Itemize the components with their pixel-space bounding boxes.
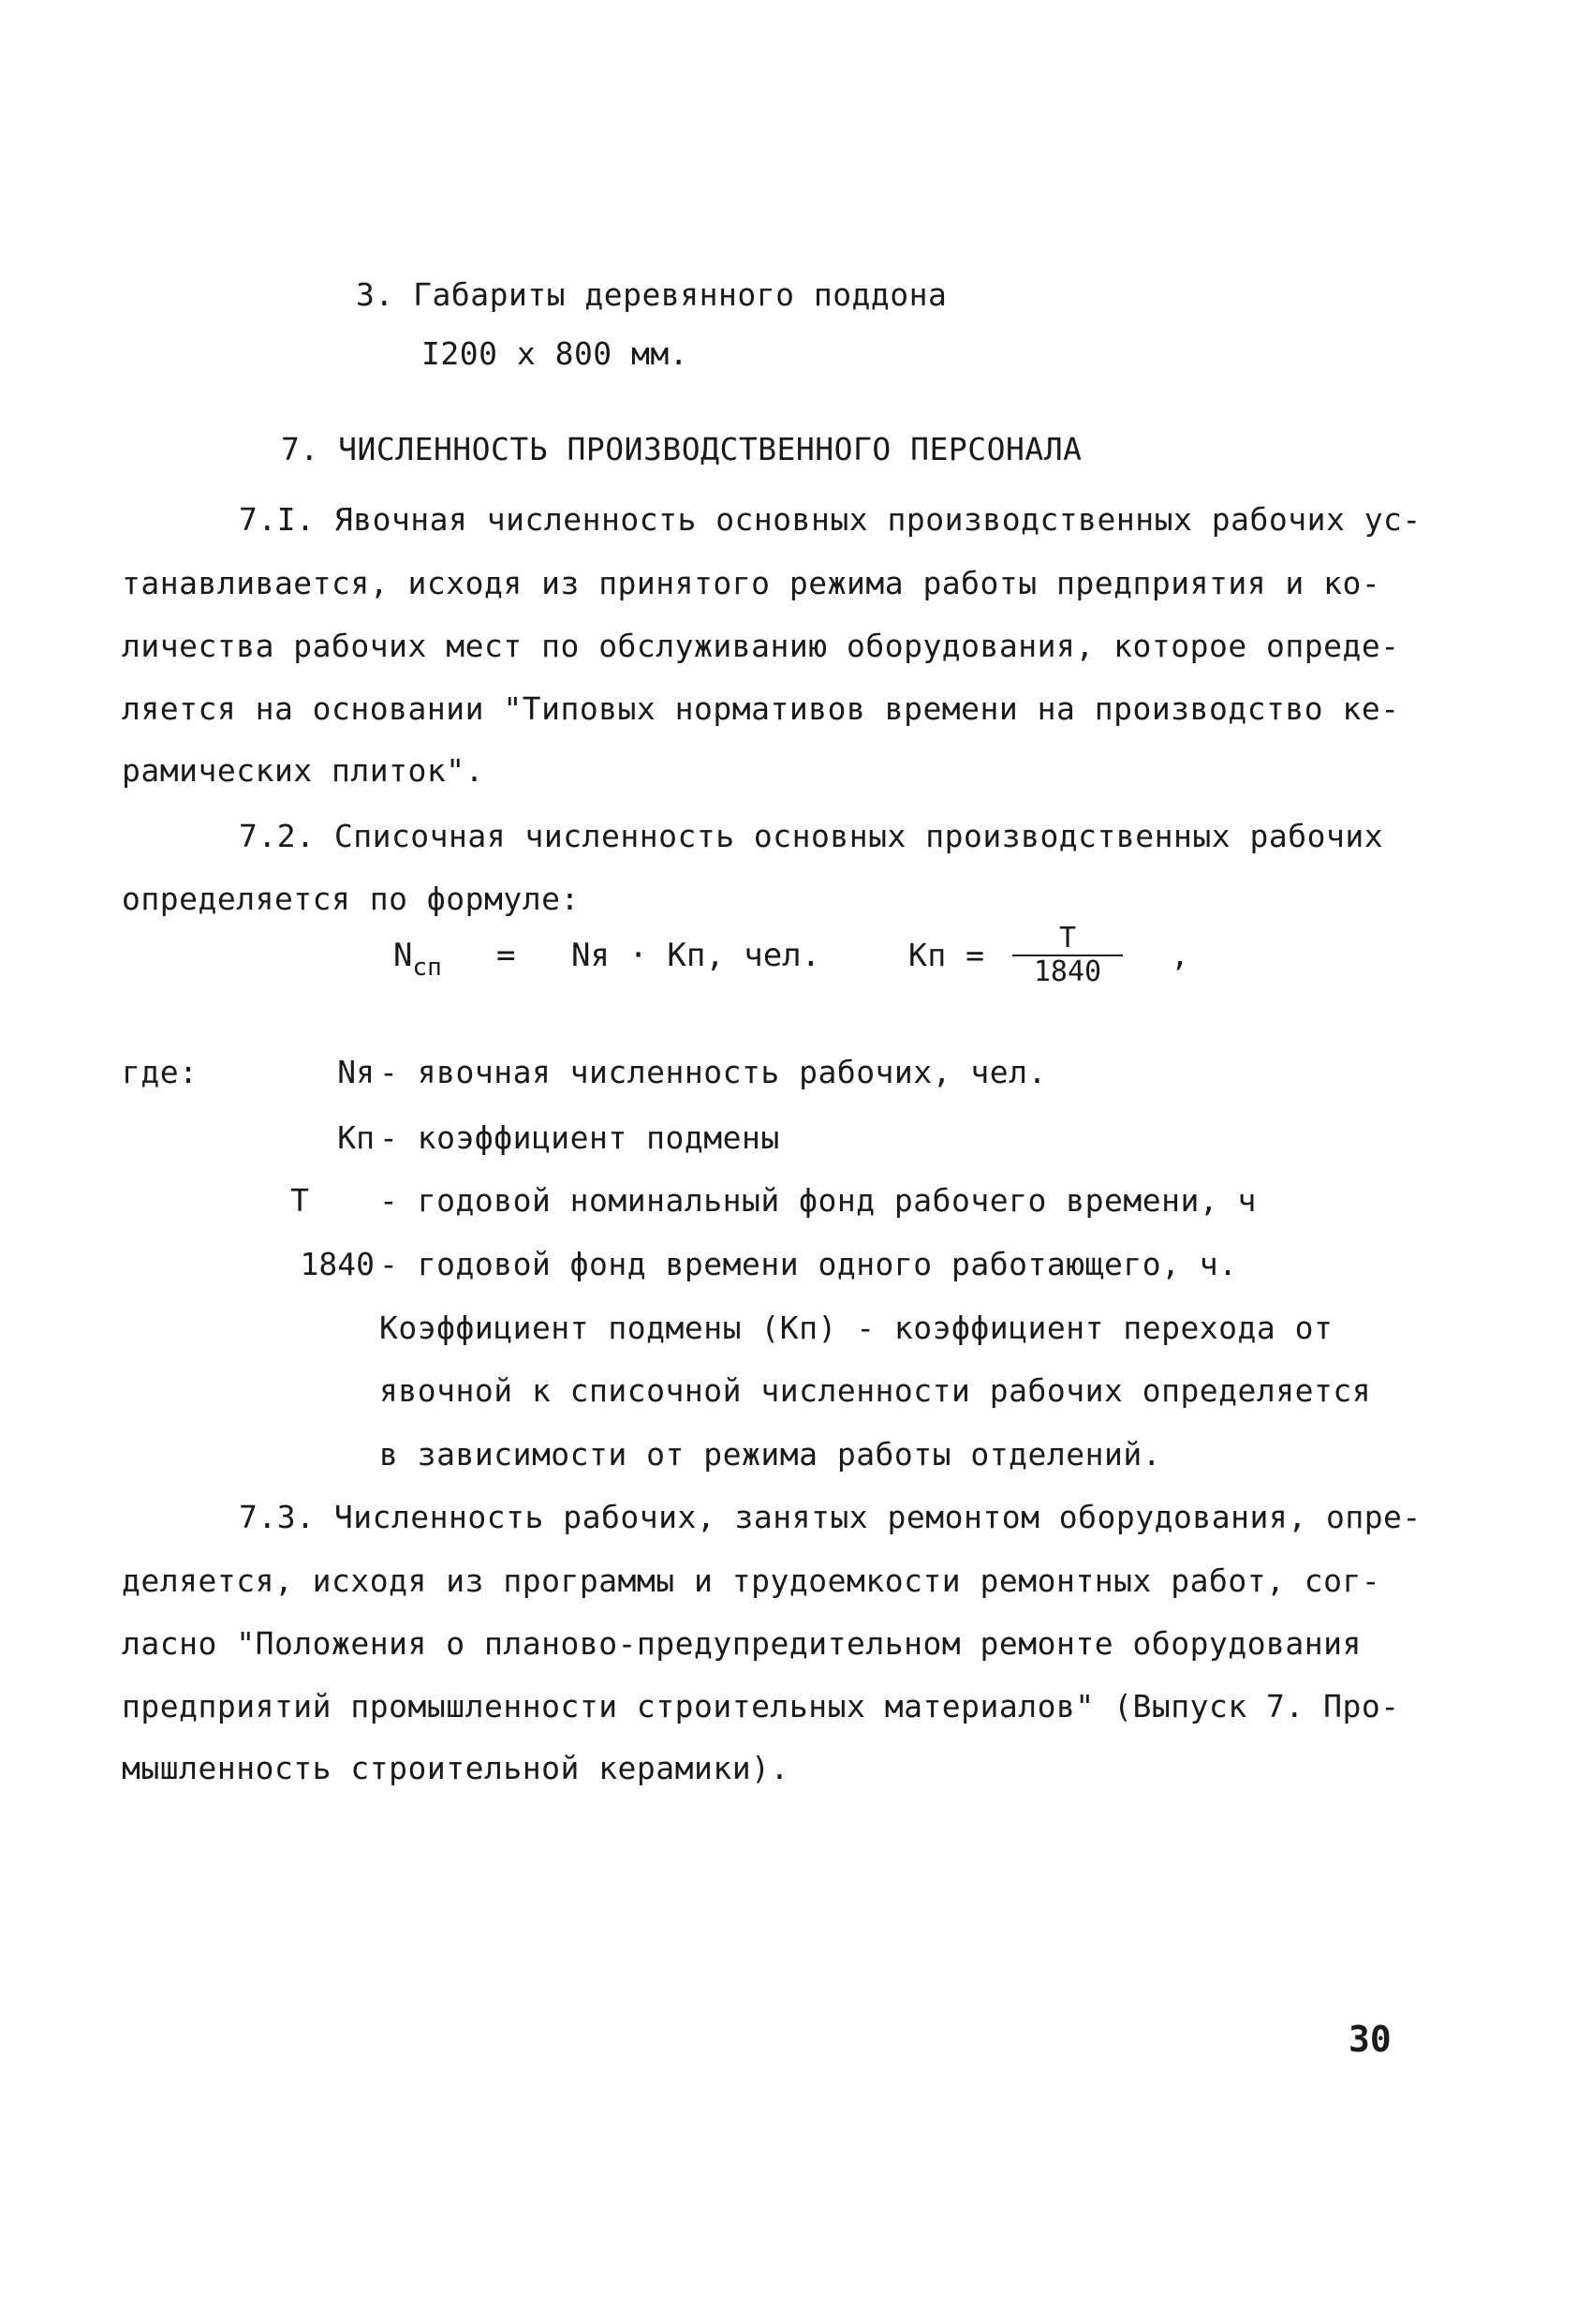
where-label: где: [122,1054,199,1090]
formula-trailing-comma: , [1171,937,1190,973]
term-symbol: Кп [337,1119,375,1156]
note-line: в зависимости от режима работы отделений. [379,1436,1162,1473]
paragraph-7-1-line: личества рабочих мест по обслуживанию оборудования, которое опреде- [122,628,1400,664]
note-line: Коэффициент подмены (Кп) - коэффициент перехода от [379,1310,1334,1346]
formula-lhs: $N_{сп}$ [393,937,442,982]
formula-equals: = [496,937,516,974]
term-symbol: Т [290,1182,309,1219]
paragraph-7-3-line: деляется, исходя из программы и трудоемкости ремонтных работ, сог- [122,1562,1381,1599]
paragraph-7-1-line: 7.I. Явочная численность основных производственных рабочих ус- [239,501,1422,538]
paragraph-7-1-line: ляется на основании "Типовых нормативов времени на производство ке- [122,690,1400,727]
paragraph-7-2-line: определяется по формуле: [122,881,580,917]
paragraph-7-2-line: 7.2. Списочная численность основных производственных рабочих [239,818,1384,854]
paragraph-7-1-line: рамических плиток". [122,752,484,789]
term-description: - годовой номинальный фонд рабочего времени, ч [379,1182,1257,1219]
fraction-denominator: 1840 [1033,955,1102,988]
paragraph-7-3-line: 7.3. Численность рабочих, занятых ремонтом оборудования, опре- [239,1499,1422,1535]
section-heading: 7. ЧИСЛЕННОСТЬ ПРОИЗВОДСТВЕННОГО ПЕРСОНАЛА [281,431,1083,467]
note-line: явочной к списочной численности рабочих определяется [379,1372,1372,1409]
pallet-dimensions-value: I200 х 800 мм. [421,335,689,372]
term-description: - коэффициент подмены [379,1119,780,1156]
formula-kp-label: Кп = [908,937,985,973]
paragraph-7-3-line: предприятий промышленности строительных материалов" (Выпуск 7. Про- [122,1688,1400,1724]
formula-rhs: Nя · Кп, чел. [571,937,821,974]
formula-fraction [1007,923,1128,988]
pallet-dimensions-line: 3. Габариты деревянного поддона [356,276,948,313]
term-description: - годовой фонд времени одного работающего, ч. [379,1246,1238,1282]
paragraph-7-3-line: ласно "Положения о планово-предупредительном ремонте оборудования [122,1625,1362,1662]
term-symbol: Nя [337,1054,375,1090]
page-number: 30 [1349,2019,1392,2060]
term-description: - явочная численность рабочих, чел. [379,1054,1047,1090]
paragraph-7-3-line: мышленность строительной керамики). [122,1750,789,1786]
paragraph-7-1-line: танавливается, исходя из принятого режима работы предприятия и ко- [122,565,1381,601]
term-symbol: 1840 [300,1246,375,1282]
fraction-numerator: Т [1058,922,1077,955]
